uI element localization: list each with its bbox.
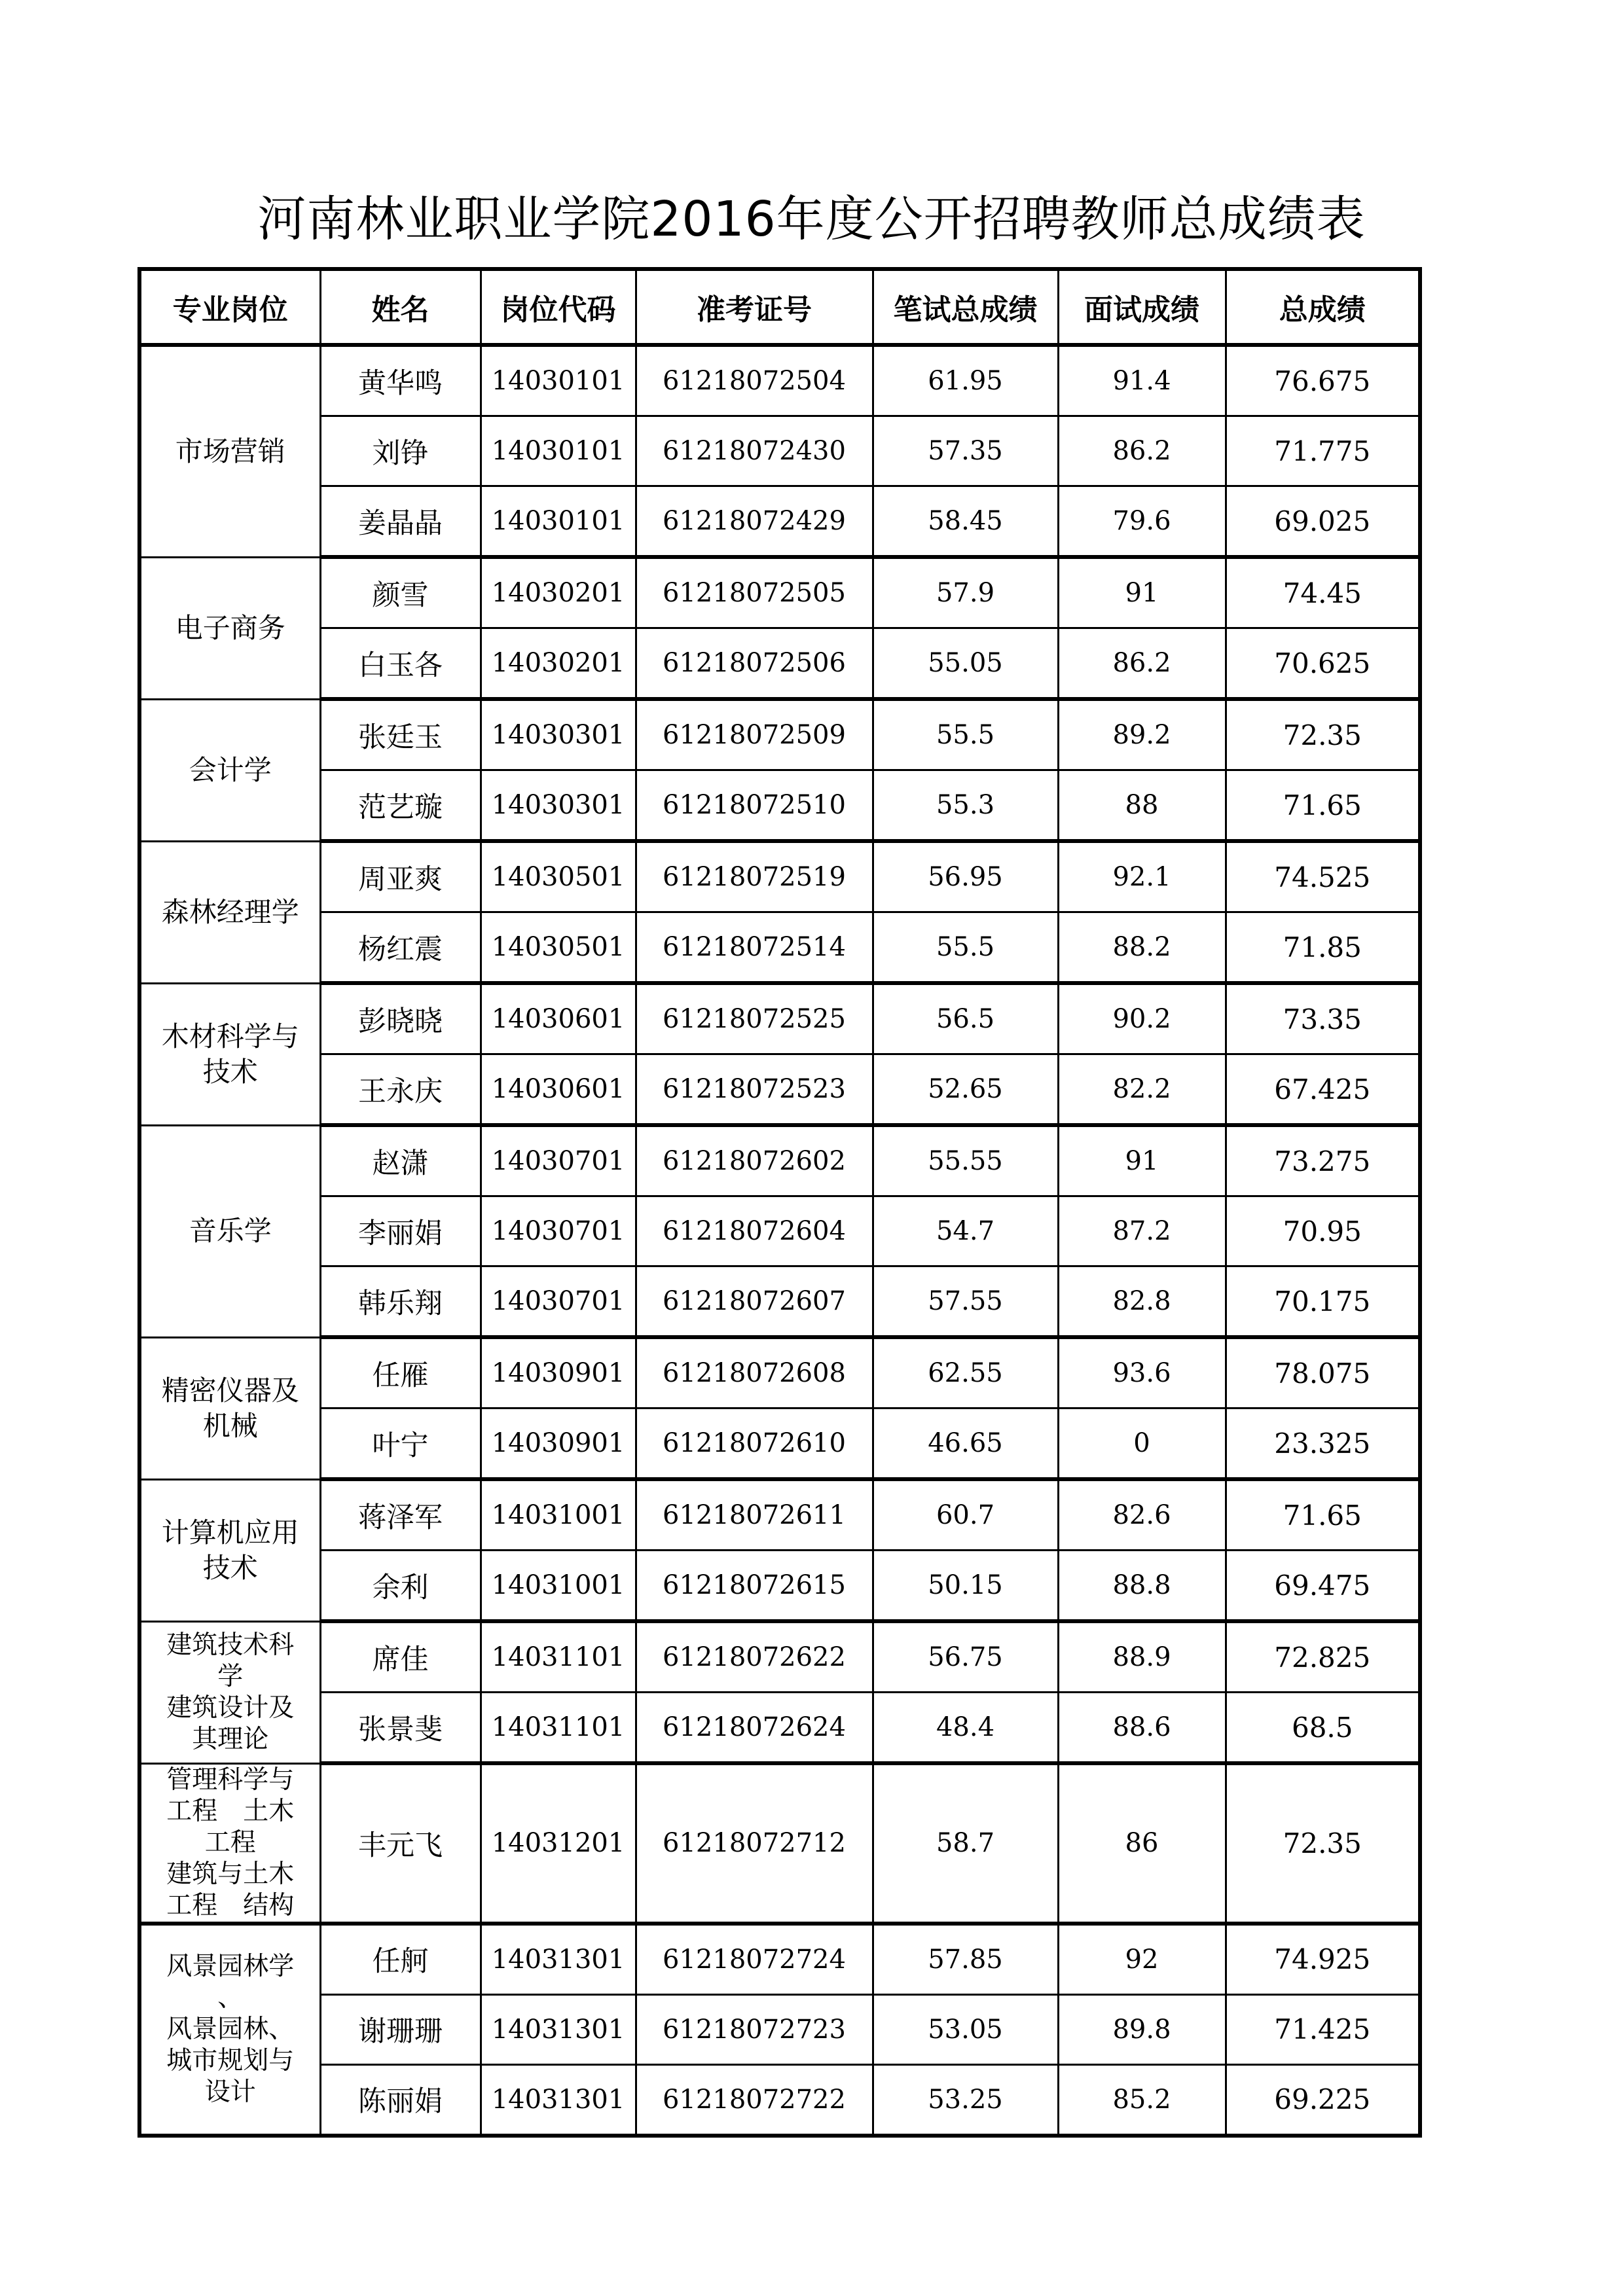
name-cell: 范艺璇 — [320, 770, 481, 842]
code-cell: 14031301 — [481, 2064, 636, 2136]
exam-no-cell: 61218072622 — [636, 1621, 873, 1693]
table-row — [139, 1693, 1420, 1764]
written-score-cell: 60.7 — [873, 1479, 1058, 1551]
name-cell: 李丽娟 — [320, 1196, 481, 1266]
total-score-cell: 72.35 — [1226, 1763, 1420, 1924]
written-score-cell: 55.05 — [873, 628, 1058, 700]
written-score-cell: 50.15 — [873, 1551, 1058, 1622]
header-code: 岗位代码 — [481, 269, 636, 345]
exam-no-cell: 61218072509 — [636, 699, 873, 770]
header-interview: 面试成绩 — [1058, 269, 1226, 345]
interview-score-cell: 89.8 — [1058, 1994, 1226, 2064]
total-score-cell: 71.775 — [1226, 416, 1420, 486]
table-row — [139, 1479, 1420, 1551]
interview-score-cell: 82.8 — [1058, 1266, 1226, 1338]
total-score-cell: 68.5 — [1226, 1693, 1420, 1764]
exam-no-cell: 61218072430 — [636, 416, 873, 486]
exam-no-cell: 61218072723 — [636, 1994, 873, 2064]
table-row — [139, 912, 1420, 984]
post-cell — [139, 1924, 320, 2136]
code-cell: 14030701 — [481, 1125, 636, 1196]
interview-score-cell: 88.2 — [1058, 912, 1226, 984]
written-score-cell: 57.9 — [873, 557, 1058, 628]
post-cell — [139, 699, 320, 841]
table-row — [139, 699, 1420, 770]
post-cell — [139, 1125, 320, 1337]
name-cell: 丰元飞 — [320, 1763, 481, 1924]
code-cell: 14031201 — [481, 1763, 636, 1924]
code-cell: 14030201 — [481, 628, 636, 700]
post-cell — [139, 1763, 320, 1924]
total-score-cell: 76.675 — [1226, 345, 1420, 416]
name-cell: 白玉各 — [320, 628, 481, 700]
written-score-cell: 58.45 — [873, 486, 1058, 558]
exam-no-cell: 61218072429 — [636, 486, 873, 558]
name-cell: 赵潇 — [320, 1125, 481, 1196]
exam-no-cell: 61218072505 — [636, 557, 873, 628]
code-cell: 14030901 — [481, 1408, 636, 1480]
interview-score-cell: 86 — [1058, 1763, 1226, 1924]
written-score-cell: 57.35 — [873, 416, 1058, 486]
interview-score-cell: 86.2 — [1058, 628, 1226, 700]
table-row — [139, 2064, 1420, 2136]
interview-score-cell: 90.2 — [1058, 983, 1226, 1054]
exam-no-cell: 61218072510 — [636, 770, 873, 842]
exam-no-cell: 61218072519 — [636, 841, 873, 912]
name-cell: 谢珊珊 — [320, 1994, 481, 2064]
post-label: 音乐学 — [189, 1215, 272, 1247]
name-cell: 任舸 — [320, 1924, 481, 1995]
name-cell: 颜雪 — [320, 557, 481, 628]
table-row — [139, 345, 1420, 416]
name-cell: 余利 — [320, 1551, 481, 1622]
exam-no-cell: 61218072724 — [636, 1924, 873, 1995]
written-score-cell: 55.55 — [873, 1125, 1058, 1196]
header-exam-no: 准考证号 — [636, 269, 873, 345]
interview-score-cell: 86.2 — [1058, 416, 1226, 486]
post-cell — [139, 983, 320, 1125]
interview-score-cell: 87.2 — [1058, 1196, 1226, 1266]
written-score-cell: 56.5 — [873, 983, 1058, 1054]
written-score-cell: 52.65 — [873, 1054, 1058, 1126]
written-score-cell: 48.4 — [873, 1693, 1058, 1764]
total-score-cell: 69.225 — [1226, 2064, 1420, 2136]
name-cell: 姜晶晶 — [320, 486, 481, 558]
written-score-cell: 46.65 — [873, 1408, 1058, 1480]
written-score-cell: 56.95 — [873, 841, 1058, 912]
exam-no-cell: 61218072608 — [636, 1337, 873, 1408]
exam-no-cell: 61218072712 — [636, 1763, 873, 1924]
written-score-cell: 57.55 — [873, 1266, 1058, 1338]
table-row — [139, 1337, 1420, 1408]
table-row — [139, 1994, 1420, 2064]
exam-no-cell: 61218072607 — [636, 1266, 873, 1338]
total-score-cell: 74.925 — [1226, 1924, 1420, 1995]
code-cell: 14030501 — [481, 841, 636, 912]
code-cell: 14030101 — [481, 486, 636, 558]
total-score-cell: 71.65 — [1226, 1479, 1420, 1551]
name-cell: 周亚爽 — [320, 841, 481, 912]
interview-score-cell: 88.6 — [1058, 1693, 1226, 1764]
name-cell: 任雁 — [320, 1337, 481, 1408]
post-label: 精密仪器及 机械 — [161, 1374, 299, 1442]
total-score-cell: 78.075 — [1226, 1337, 1420, 1408]
table-row — [139, 1196, 1420, 1266]
written-score-cell: 53.05 — [873, 1994, 1058, 2064]
name-cell: 黄华鸣 — [320, 345, 481, 416]
interview-score-cell: 79.6 — [1058, 486, 1226, 558]
page-title: 河南林业职业学院2016年度公开招聘教师总成绩表 — [257, 191, 1366, 247]
total-score-cell: 70.625 — [1226, 628, 1420, 700]
code-cell: 14031301 — [481, 1994, 636, 2064]
written-score-cell: 57.85 — [873, 1924, 1058, 1995]
name-cell: 刘铮 — [320, 416, 481, 486]
post-label: 市场营销 — [175, 435, 285, 467]
post-label: 森林经理学 — [161, 895, 299, 928]
post-cell — [139, 1337, 320, 1479]
name-cell: 蒋泽军 — [320, 1479, 481, 1551]
interview-score-cell: 0 — [1058, 1408, 1226, 1480]
code-cell: 14030601 — [481, 983, 636, 1054]
table-row — [139, 628, 1420, 700]
exam-no-cell: 61218072722 — [636, 2064, 873, 2136]
total-score-cell: 67.425 — [1226, 1054, 1420, 1126]
written-score-cell: 61.95 — [873, 345, 1058, 416]
code-cell: 14030901 — [481, 1337, 636, 1408]
exam-no-cell: 61218072602 — [636, 1125, 873, 1196]
post-label: 电子商务 — [175, 611, 285, 644]
exam-no-cell: 61218072611 — [636, 1479, 873, 1551]
table-row — [139, 770, 1420, 842]
table-body — [139, 345, 1420, 2136]
table-row — [139, 1924, 1420, 1995]
written-score-cell: 55.5 — [873, 699, 1058, 770]
total-score-cell: 70.175 — [1226, 1266, 1420, 1338]
written-score-cell: 56.75 — [873, 1621, 1058, 1693]
exam-no-cell: 61218072604 — [636, 1196, 873, 1266]
total-score-cell: 69.025 — [1226, 486, 1420, 558]
code-cell: 14031001 — [481, 1551, 636, 1622]
interview-score-cell: 82.2 — [1058, 1054, 1226, 1126]
interview-score-cell: 88.9 — [1058, 1621, 1226, 1693]
table-row — [139, 983, 1420, 1054]
exam-no-cell: 61218072523 — [636, 1054, 873, 1126]
post-label: 管理科学与 工程 土木 工程 建筑与土木 工程 结构 — [166, 1765, 295, 1920]
written-score-cell: 55.3 — [873, 770, 1058, 842]
interview-score-cell: 92 — [1058, 1924, 1226, 1995]
written-score-cell: 53.25 — [873, 2064, 1058, 2136]
code-cell: 14030701 — [481, 1196, 636, 1266]
name-cell: 韩乐翔 — [320, 1266, 481, 1338]
header-post: 专业岗位 — [139, 269, 320, 345]
total-score-cell: 69.475 — [1226, 1551, 1420, 1622]
table-row — [139, 416, 1420, 486]
post-label: 会计学 — [189, 753, 272, 786]
table-row — [139, 1125, 1420, 1196]
table-row — [139, 1408, 1420, 1480]
table-row — [139, 486, 1420, 558]
table-row — [139, 557, 1420, 628]
code-cell: 14031301 — [481, 1924, 636, 1995]
interview-score-cell: 85.2 — [1058, 2064, 1226, 2136]
header-name: 姓名 — [320, 269, 481, 345]
header-total: 总成绩 — [1226, 269, 1420, 345]
header-row — [139, 269, 1420, 345]
code-cell: 14030301 — [481, 770, 636, 842]
total-score-cell: 72.35 — [1226, 699, 1420, 770]
post-cell — [139, 1479, 320, 1621]
score-table — [137, 267, 1422, 2138]
total-score-cell: 23.325 — [1226, 1408, 1420, 1480]
code-cell: 14030601 — [481, 1054, 636, 1126]
name-cell: 张景斐 — [320, 1693, 481, 1764]
name-cell: 彭晓晓 — [320, 983, 481, 1054]
total-score-cell: 71.425 — [1226, 1994, 1420, 2064]
interview-score-cell: 93.6 — [1058, 1337, 1226, 1408]
name-cell: 陈丽娟 — [320, 2064, 481, 2136]
code-cell: 14031001 — [481, 1479, 636, 1551]
table-row — [139, 1763, 1420, 1924]
interview-score-cell: 91 — [1058, 557, 1226, 628]
total-score-cell: 71.85 — [1226, 912, 1420, 984]
exam-no-cell: 61218072506 — [636, 628, 873, 700]
code-cell: 14030701 — [481, 1266, 636, 1338]
code-cell: 14031101 — [481, 1693, 636, 1764]
interview-score-cell: 92.1 — [1058, 841, 1226, 912]
written-score-cell: 62.55 — [873, 1337, 1058, 1408]
written-score-cell: 55.5 — [873, 912, 1058, 984]
total-score-cell: 70.95 — [1226, 1196, 1420, 1266]
interview-score-cell: 88 — [1058, 770, 1226, 842]
name-cell: 杨红震 — [320, 912, 481, 984]
code-cell: 14031101 — [481, 1621, 636, 1693]
post-cell — [139, 841, 320, 983]
exam-no-cell: 61218072615 — [636, 1551, 873, 1622]
name-cell: 王永庆 — [320, 1054, 481, 1126]
total-score-cell: 71.65 — [1226, 770, 1420, 842]
table-row — [139, 1266, 1420, 1338]
post-label: 木材科学与 技术 — [161, 1020, 299, 1088]
interview-score-cell: 88.8 — [1058, 1551, 1226, 1622]
post-label: 建筑技术科 学 建筑设计及 其理论 — [166, 1630, 295, 1754]
table-row — [139, 1621, 1420, 1693]
total-score-cell: 73.275 — [1226, 1125, 1420, 1196]
interview-score-cell: 91 — [1058, 1125, 1226, 1196]
table-row — [139, 1054, 1420, 1126]
total-score-cell: 74.525 — [1226, 841, 1420, 912]
exam-no-cell: 61218072624 — [636, 1693, 873, 1764]
total-score-cell: 74.45 — [1226, 557, 1420, 628]
code-cell: 14030201 — [481, 557, 636, 628]
header-written: 笔试总成绩 — [873, 269, 1058, 345]
exam-no-cell: 61218072610 — [636, 1408, 873, 1480]
interview-score-cell: 91.4 — [1058, 345, 1226, 416]
total-score-cell: 73.35 — [1226, 983, 1420, 1054]
name-cell: 席佳 — [320, 1621, 481, 1693]
name-cell: 张廷玉 — [320, 699, 481, 770]
post-cell — [139, 345, 320, 557]
exam-no-cell: 61218072504 — [636, 345, 873, 416]
written-score-cell: 54.7 — [873, 1196, 1058, 1266]
code-cell: 14030101 — [481, 416, 636, 486]
written-score-cell: 58.7 — [873, 1763, 1058, 1924]
post-cell — [139, 1621, 320, 1763]
table-row — [139, 1551, 1420, 1622]
exam-no-cell: 61218072514 — [636, 912, 873, 984]
post-cell — [139, 557, 320, 699]
code-cell: 14030101 — [481, 345, 636, 416]
total-score-cell: 72.825 — [1226, 1621, 1420, 1693]
code-cell: 14030301 — [481, 699, 636, 770]
code-cell: 14030501 — [481, 912, 636, 984]
post-label: 风景园林学 、 风景园林、 城市规划与 设计 — [166, 1951, 295, 2107]
table-row — [139, 841, 1420, 912]
interview-score-cell: 89.2 — [1058, 699, 1226, 770]
exam-no-cell: 61218072525 — [636, 983, 873, 1054]
name-cell: 叶宁 — [320, 1408, 481, 1480]
interview-score-cell: 82.6 — [1058, 1479, 1226, 1551]
post-label: 计算机应用 技术 — [161, 1516, 299, 1584]
